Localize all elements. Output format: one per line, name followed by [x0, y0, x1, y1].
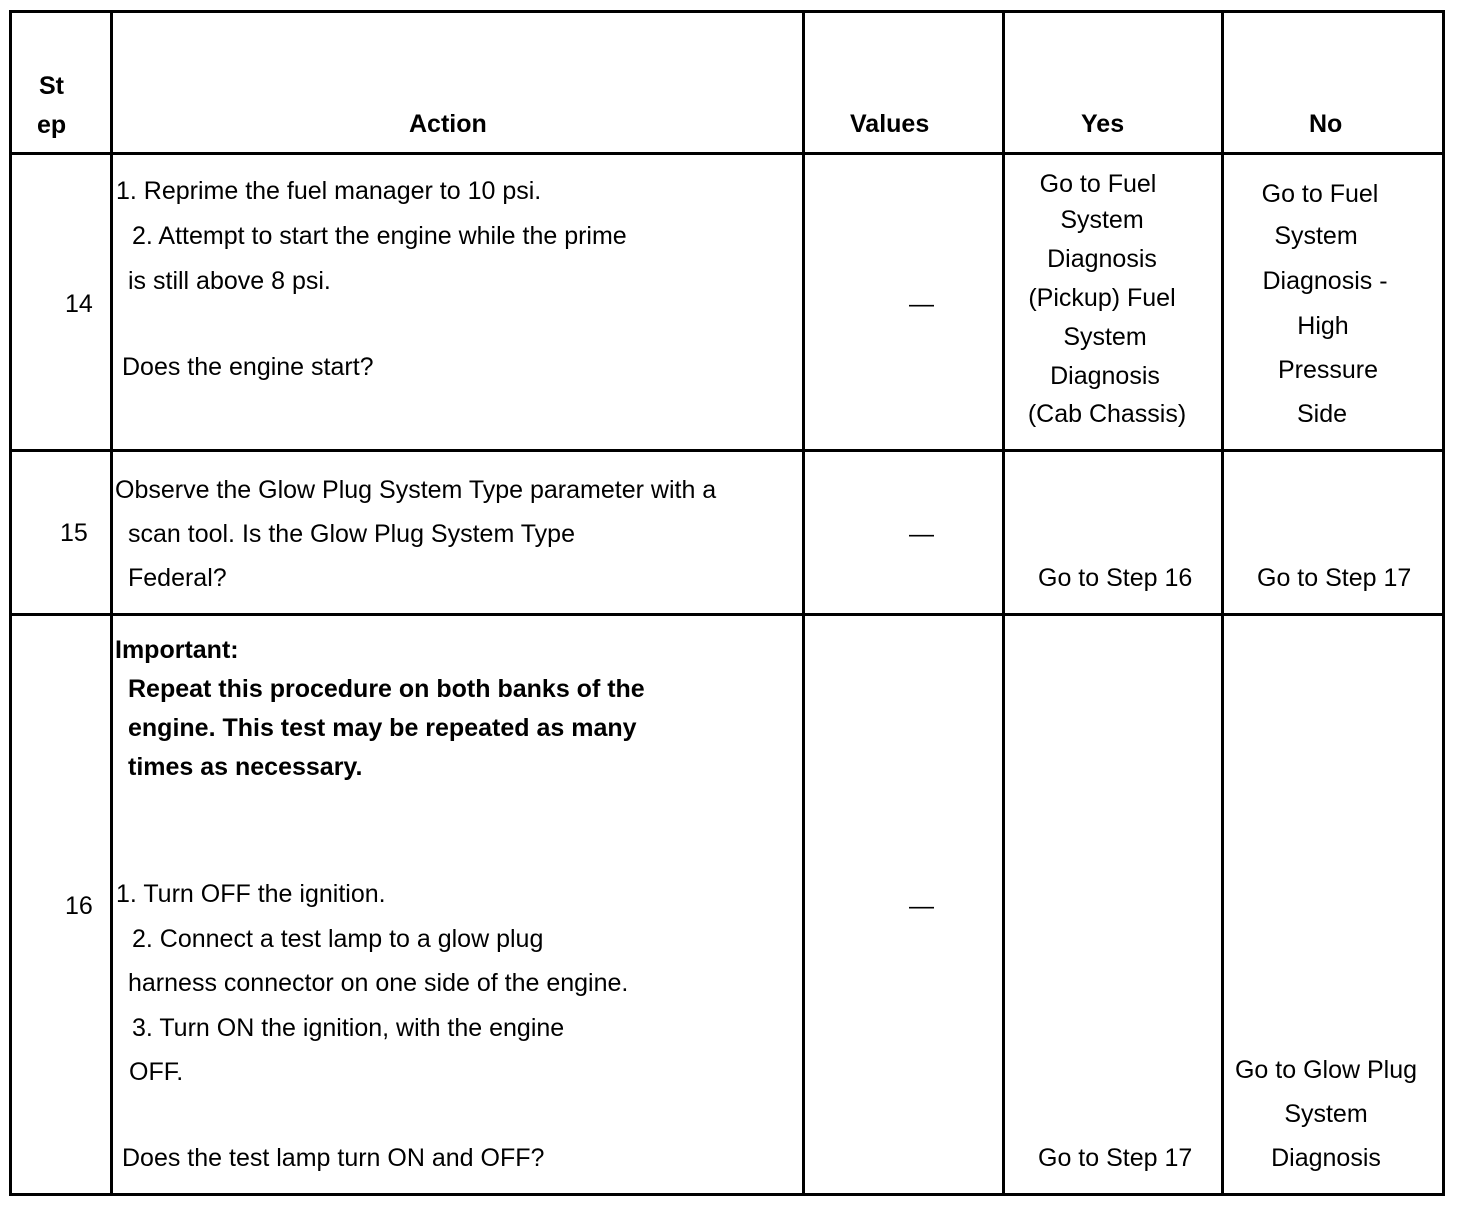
important-text: engine. This test may be repeated as many	[128, 714, 637, 742]
action-line: Observe the Glow Plug System Type parameter with a	[115, 476, 717, 504]
yes-line: Diagnosis	[1050, 362, 1160, 390]
action-line: 2. Attempt to start the engine while the prime	[132, 222, 627, 250]
action-line: Federal?	[128, 564, 227, 592]
action-line: scan tool. Is the Glow Plug System Type	[128, 520, 575, 548]
no-link: Go to Step 17	[1257, 564, 1412, 592]
header-yes: Yes	[1081, 110, 1125, 138]
important-text: Repeat this procedure on both banks of the	[128, 675, 645, 703]
value-dash: —	[909, 892, 934, 920]
action-question: Does the engine start?	[122, 353, 374, 381]
yes-line: (Cab Chassis)	[1027, 400, 1187, 428]
yes-link: Go to Step 16	[1038, 564, 1193, 592]
action-line: is still above 8 psi.	[128, 267, 331, 295]
value-dash: —	[909, 520, 934, 548]
column-divider	[1221, 10, 1224, 1196]
yes-line: Go to Fuel	[1039, 170, 1157, 198]
header-row-divider	[9, 152, 1445, 155]
action-line: 1. Reprime the fuel manager to 10 psi.	[116, 177, 542, 205]
header-step: ep	[37, 111, 67, 139]
action-line: 2. Connect a test lamp to a glow plug	[132, 925, 544, 953]
no-line: Side	[1296, 400, 1348, 428]
step-number: 14	[65, 290, 93, 318]
table-border-left	[9, 10, 12, 1196]
table-border-bottom	[9, 1193, 1445, 1196]
action-question: Does the test lamp turn ON and OFF?	[122, 1144, 545, 1172]
header-action: Action	[409, 110, 487, 138]
no-line: Go to Glow Plug	[1234, 1056, 1418, 1084]
header-step: St	[39, 72, 64, 100]
value-dash: —	[909, 290, 934, 318]
step-number: 15	[60, 519, 88, 547]
column-divider	[1002, 10, 1005, 1196]
no-line: Diagnosis -	[1262, 267, 1388, 295]
action-line: 3. Turn ON the ignition, with the engine	[132, 1014, 565, 1042]
yes-line: (Pickup) Fuel	[1028, 284, 1176, 312]
header-no: No	[1309, 110, 1343, 138]
header-values: Values	[850, 110, 930, 138]
yes-line: Diagnosis	[1047, 245, 1157, 273]
action-line: harness connector on one side of the engine.	[128, 969, 629, 997]
table-border-right	[1442, 10, 1445, 1196]
no-line: High	[1297, 312, 1349, 340]
row-divider	[9, 449, 1445, 452]
column-divider	[110, 10, 113, 1196]
column-divider	[802, 10, 805, 1196]
no-line: System	[1274, 222, 1358, 250]
action-line: 1. Turn OFF the ignition.	[116, 880, 386, 908]
important-label: Important:	[115, 636, 239, 664]
no-line: Pressure	[1277, 356, 1379, 384]
row-divider	[9, 613, 1445, 616]
yes-line: System	[1060, 206, 1144, 234]
table-border-top	[9, 10, 1445, 13]
no-line: Go to Fuel	[1261, 180, 1379, 208]
yes-link: Go to Step 17	[1038, 1144, 1193, 1172]
important-text: times as necessary.	[128, 753, 363, 781]
no-line: System	[1284, 1100, 1368, 1128]
step-number: 16	[65, 892, 93, 920]
action-line: OFF.	[129, 1058, 184, 1086]
yes-line: System	[1063, 323, 1147, 351]
no-line: Diagnosis	[1271, 1144, 1381, 1172]
